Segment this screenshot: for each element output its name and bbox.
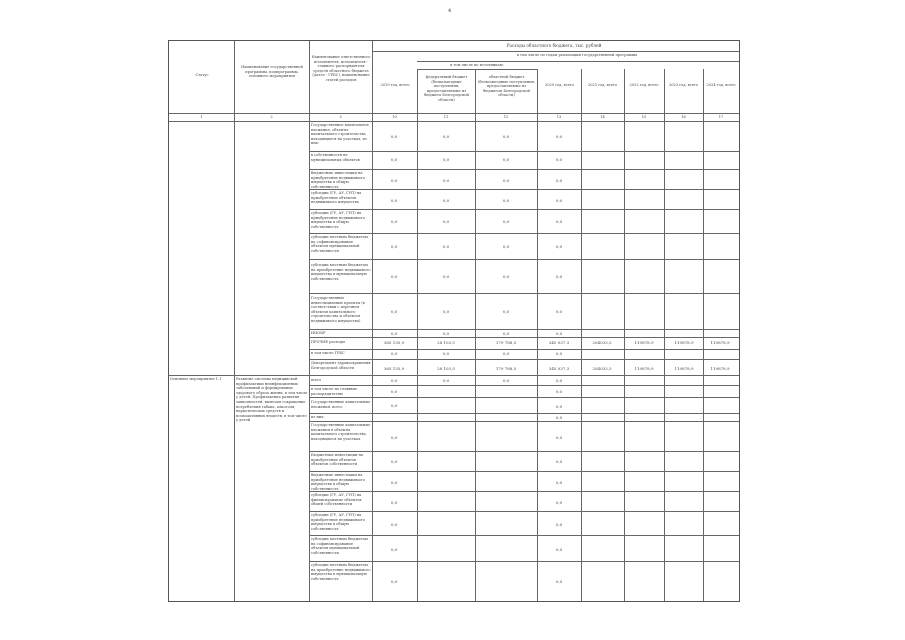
row-label: всего (311, 378, 322, 382)
row-value: 0,0 (502, 378, 510, 383)
row-value: 0,0 (502, 331, 510, 336)
row-value: 0,0 (442, 244, 450, 249)
row-value: 0,0 (390, 579, 398, 584)
row-value: 0,0 (390, 480, 398, 485)
row-value: 0,0 (390, 274, 398, 279)
row-value: 0,0 (555, 309, 563, 314)
header-incl-by: в том числе по источникам: (450, 63, 504, 67)
row-value: 119878,9 (674, 340, 694, 345)
row-value: 119878,9 (710, 340, 730, 345)
row-value: 179 788,5 (495, 366, 517, 371)
header-regional: областной бюджет (безвозмездные поступления, предоставляемые из бюджетов Белгородской области) (477, 75, 536, 98)
header-2023: 2023 год, всего (668, 83, 699, 87)
row-label: в собственности не муниципальных объектов (311, 153, 360, 162)
header-2020: 2020 год, всего (544, 83, 575, 87)
row-label: субсидии местным бюджетам на приобретение недвижимого имущества в муниципальную собственность (311, 263, 371, 281)
row-label: субсидии (ГУ, АУ, ГУП) на приобретение недвижимого имущества в общую собственность (311, 211, 365, 229)
row-value: 0,0 (502, 309, 510, 314)
row-value: 0,0 (442, 274, 450, 279)
row-value: 0,0 (390, 219, 398, 224)
row-label: из них: (311, 415, 325, 419)
row-value: 0,0 (442, 134, 450, 139)
col-num: 15 (641, 115, 647, 119)
row-value: 0,0 (555, 435, 563, 440)
row-value: 0,0 (502, 134, 510, 139)
row-value: 0,0 (555, 500, 563, 505)
col-num: 2 (270, 115, 273, 119)
col-num: 14 (600, 115, 605, 119)
row-label: в том числе по главным распорядителям (311, 387, 357, 396)
row-value: 0,0 (390, 403, 398, 408)
col-num: 16 (681, 115, 686, 119)
row-label: субсидии местным бюджетам на приобретение недвижимого имущества в муниципальную собственность (311, 563, 371, 581)
row-value: 0,0 (502, 178, 510, 183)
col-num: 12 (503, 115, 509, 119)
row-label: Бюджетные инвестиции на приобретение объектов объектов собственности (311, 453, 364, 467)
row-value: 0,0 (555, 404, 563, 409)
header-status: Статус (195, 73, 209, 77)
row-value: 0,0 (555, 219, 563, 224)
row-value: 119878,9 (634, 366, 654, 371)
row-value: 0,0 (390, 389, 398, 394)
row-value: 0,0 (390, 198, 398, 203)
row-value: 0,0 (555, 134, 563, 139)
row-label: ПРОЧИЕ расходы (311, 340, 345, 344)
row-value: 345 037,3 (548, 340, 570, 345)
header-2022: 2022 год, всего (629, 83, 659, 87)
row-value: 28 103,5 (437, 366, 455, 371)
row-label: Государственные капитальные вложения, всего (311, 400, 371, 409)
row-value: 0,0 (390, 157, 398, 162)
row-value: 0,0 (442, 331, 450, 336)
col-num: 17 (718, 115, 724, 119)
row-label: субсидии (ГУ, АУ, ГУП) на финансирование объектов общей собственности (311, 493, 362, 507)
col-num: 10 (392, 115, 397, 119)
row-value: 0,0 (502, 351, 510, 356)
page-number: 4 (448, 8, 452, 14)
header-expenses-title: Расходы областного бюджета, тыс. рублей (506, 43, 602, 48)
row-label: субсидии местным бюджетам на софинансирование объектов муниципальной собственности (311, 537, 368, 555)
col-num: 11 (443, 115, 449, 119)
col-num: 3 (339, 115, 342, 119)
row-value: 0,0 (390, 378, 398, 383)
header-2021: 2021 год, всего (587, 83, 618, 87)
row-label: Департамент здравоохранения Белгородской области (311, 361, 371, 370)
row-value: 119878,9 (634, 340, 654, 345)
row-value: 345 037,3 (548, 366, 570, 371)
row-label: бюджетные инвестиции на приобретение недвижимого имущества в общую собственность (311, 171, 365, 189)
row-label: Государственные инвестиционные проекты (в соответствии с перечнем объектов капитального строительства и объектов недвижимого имущества) (311, 296, 365, 323)
row-value: 204033,3 (592, 340, 612, 345)
row-value: 119878,9 (710, 366, 730, 371)
row-value: 0,0 (390, 134, 398, 139)
header-incl-program-term: в том числе по годам реализации государственной программы (516, 53, 638, 57)
row-value: 365 135,9 (383, 340, 405, 345)
row-value: 0,0 (502, 244, 510, 249)
row-value: 0,0 (555, 547, 563, 552)
block2-name: Развитие системы медицинской профилактики неинфекционных заболеваний и формирование здорового образа жизни, в том числе у детей. Профилактика развития зависимостей, включая сокращение потребления табака, алкоголя, наркотических средств и психоактивных веществ, в том числе у детей (236, 377, 308, 423)
row-value: 0,0 (555, 178, 563, 183)
row-value: 0,0 (390, 435, 398, 440)
row-value: 28 103,5 (437, 340, 455, 345)
row-value: 0,0 (390, 178, 398, 183)
row-value: 0,0 (502, 198, 510, 203)
row-value: 179 788,5 (495, 340, 517, 345)
col-num: 1 (200, 115, 203, 119)
row-label: субсидии (ГУ, АУ, ГУП) на приобретение объектов недвижимого имущества (311, 191, 362, 205)
header-2019: 2019 год, всего (380, 83, 410, 87)
row-value: 204033,3 (592, 366, 612, 371)
row-value: 0,0 (442, 309, 450, 314)
row-value: 0,0 (390, 459, 398, 464)
row-value: 0,0 (390, 351, 398, 356)
row-value: 0,0 (555, 157, 563, 162)
row-value: 0,0 (502, 274, 510, 279)
row-value: 0,0 (390, 522, 398, 527)
row-value: 0,0 (442, 178, 450, 183)
row-label: Государственное капитальное вложение, объекты капитального строительства находящиеся на участках, из них: (311, 123, 369, 146)
row-value: 0,0 (390, 309, 398, 314)
row-value: 0,0 (555, 579, 563, 584)
row-value: 0,0 (555, 415, 563, 420)
row-value: 0,0 (442, 378, 450, 383)
row-value: 0,0 (555, 522, 563, 527)
row-value: 0,0 (555, 244, 563, 249)
row-value: 0,0 (555, 480, 563, 485)
row-label: субсидии местным бюджетам на софинансирование объектов муниципальной собственности (311, 235, 368, 253)
row-value: 0,0 (442, 351, 450, 356)
header-expenses-source: Наименование ответственного исполнителя, исполнителя - главного распорядителя средств областного бюджета (далее - ГРБС), наименование статей расходов (311, 55, 371, 82)
row-value: 0,0 (390, 331, 398, 336)
row-value: 0,0 (555, 274, 563, 279)
row-value: 0,0 (555, 378, 563, 383)
row-value: 0,0 (555, 459, 563, 464)
row-value: 119878,9 (674, 366, 694, 371)
row-label: Государственные капитальные вложения в объекты капитального строительства, находящиеся на участках (311, 423, 371, 441)
row-value: 0,0 (442, 157, 450, 162)
row-value: 0,0 (555, 351, 563, 356)
row-value: 0,0 (442, 198, 450, 203)
row-label: в том числе ГРБС (311, 351, 345, 355)
header-program-name: Наименование государственной программы, подпрограммы, основного мероприятия (241, 65, 303, 79)
row-value: 0,0 (442, 219, 450, 224)
block2-status: Основное мероприятие 1.1 (170, 377, 222, 381)
row-value: 0,0 (502, 157, 510, 162)
row-value: 0,0 (390, 500, 398, 505)
row-label: НИОКР (311, 331, 326, 335)
row-value: 365 135,9 (383, 366, 405, 371)
row-value: 0,0 (390, 244, 398, 249)
row-value: 0,0 (502, 219, 510, 224)
row-value: 0,0 (555, 389, 563, 394)
row-label: бюджетные инвестиции на приобретение недвижимого имущества в общую собственность (311, 473, 365, 491)
header-federal: федеральный бюджет (безвозмездные поступления, предоставляемые из бюджета Белгородской области) (424, 75, 469, 102)
row-label: субсидии (ГУ, АУ, ГУП) на приобретение недвижимого имущества в общую собственность (311, 513, 365, 531)
header-2024: 2024 год, всего (706, 83, 736, 87)
row-value: 0,0 (390, 547, 398, 552)
row-value: 0,0 (555, 198, 563, 203)
budget-table (168, 40, 740, 602)
row-value: 0,0 (555, 331, 563, 336)
col-num: 13 (556, 115, 562, 119)
